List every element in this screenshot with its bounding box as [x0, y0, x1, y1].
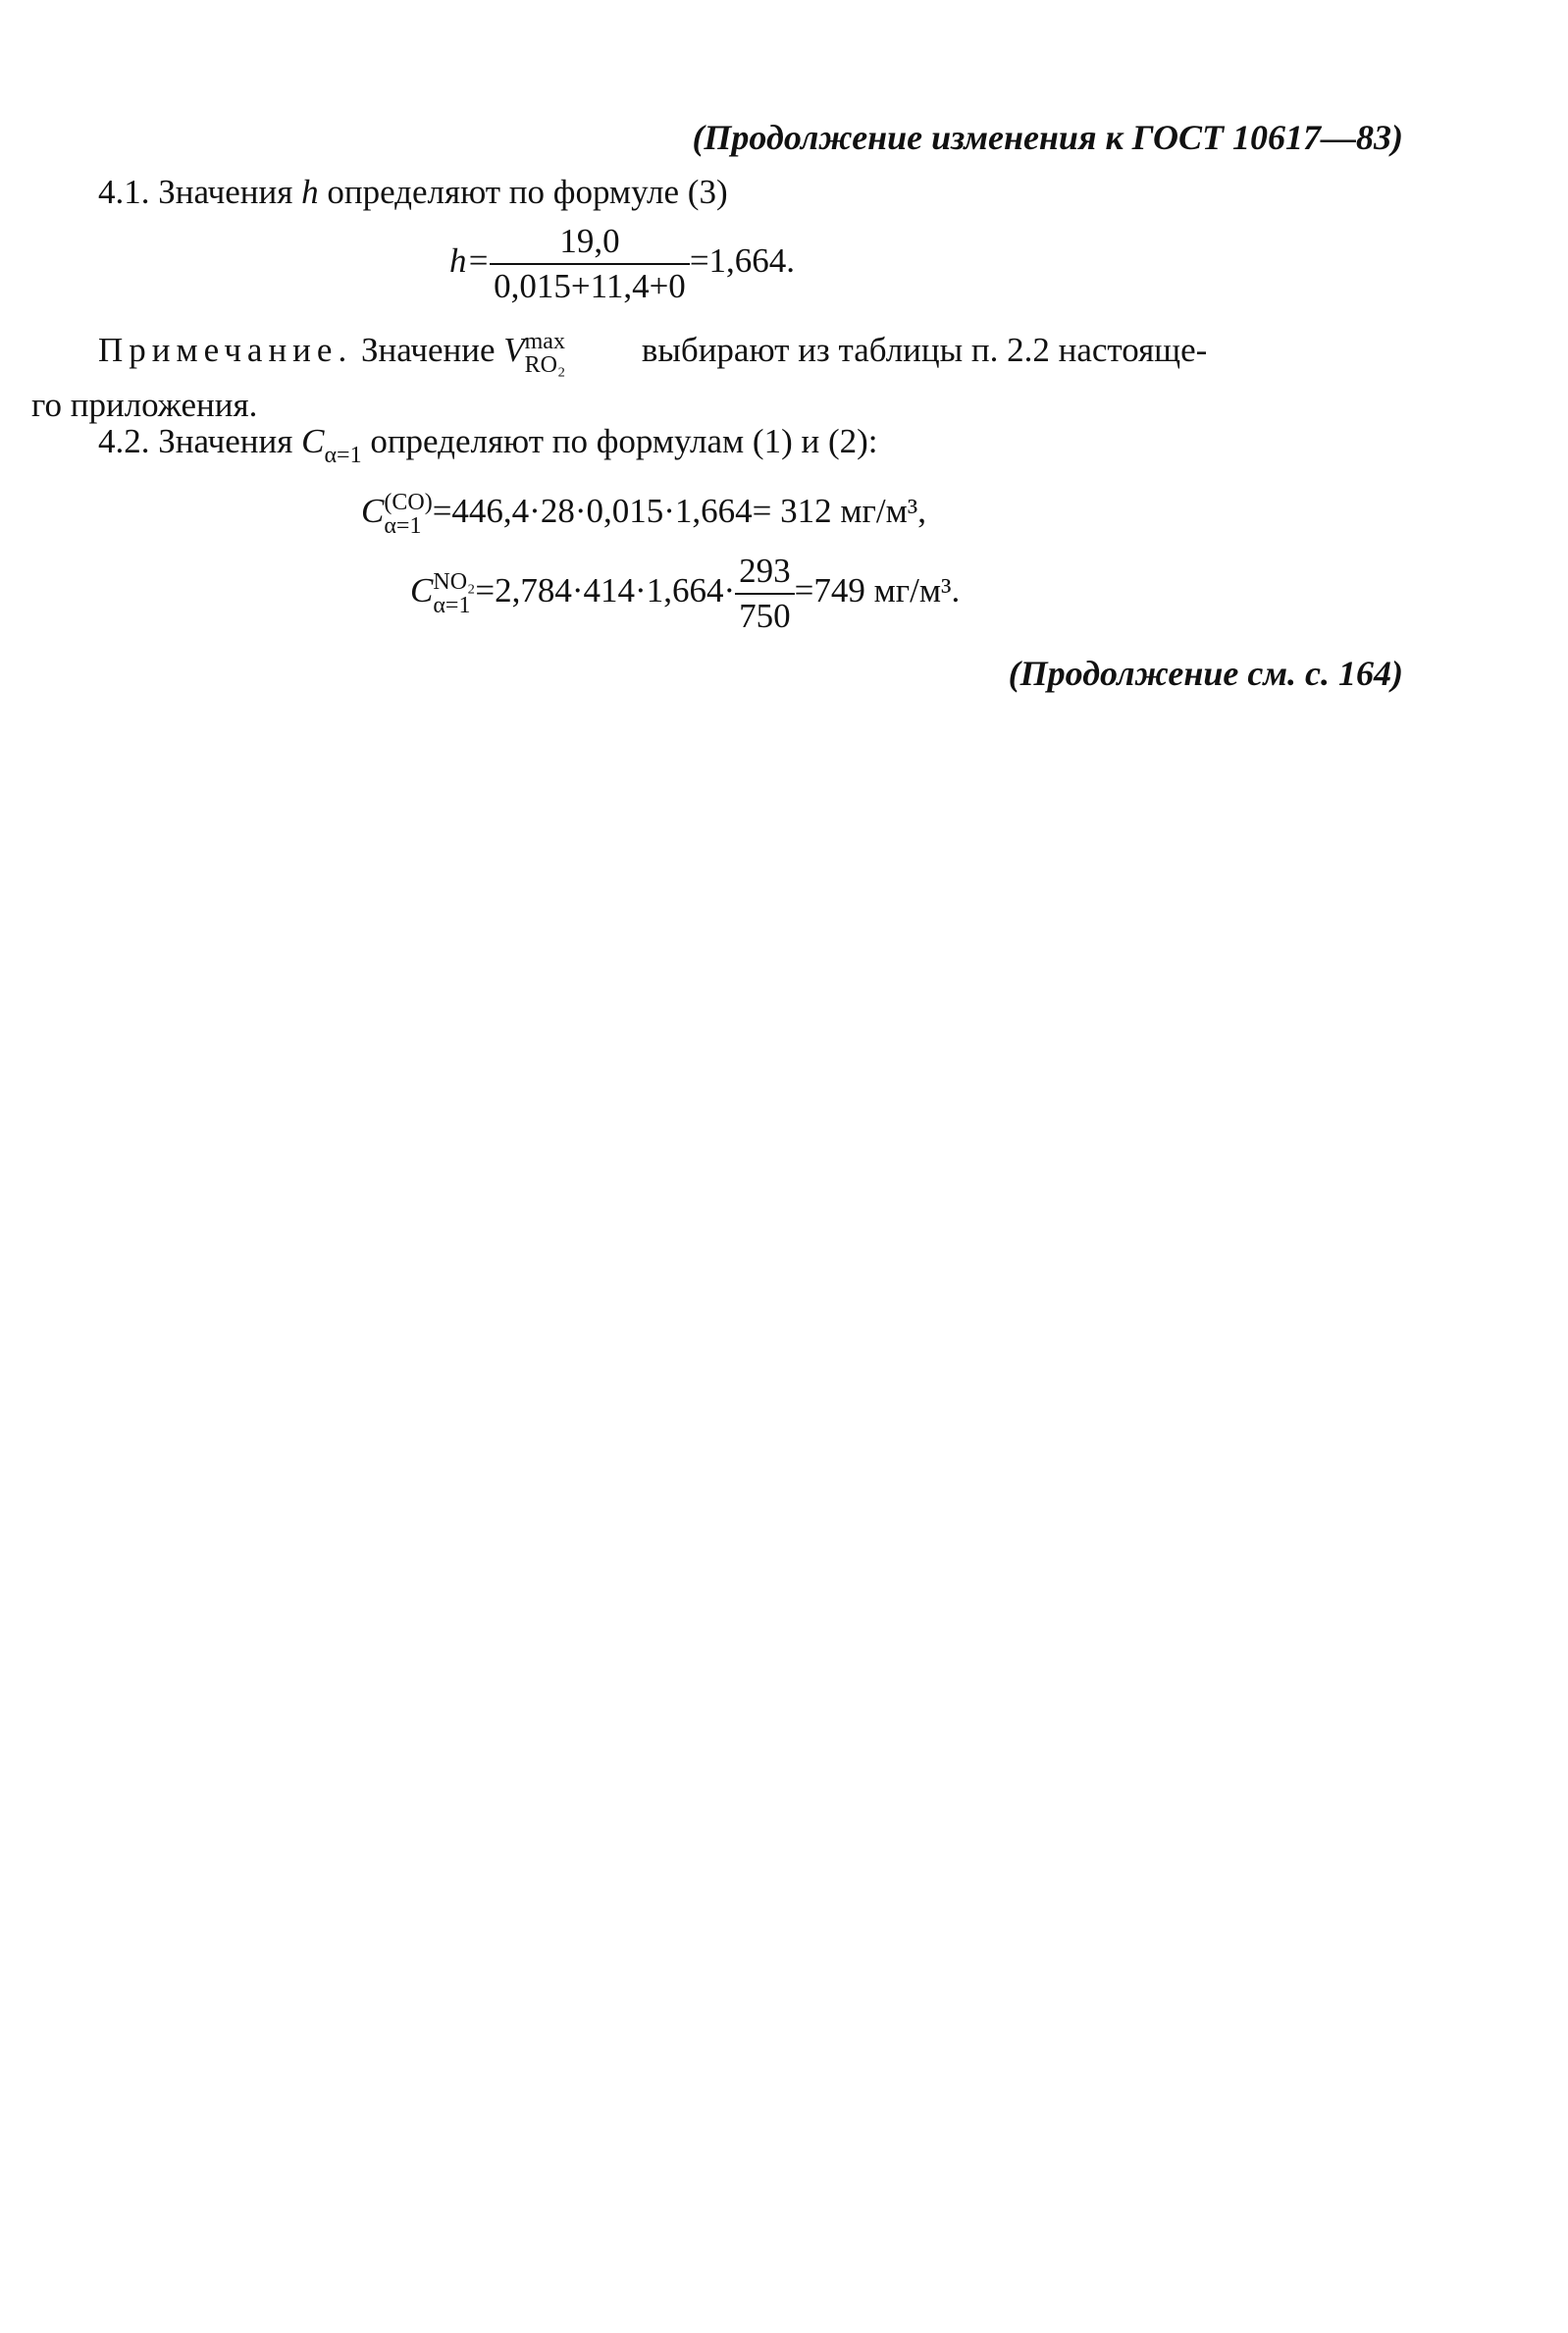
note-text: Значение: [360, 331, 496, 370]
paragraph-text: Значения: [158, 422, 293, 460]
paragraph-4-1: [98, 175, 728, 209]
variable-h: h: [301, 173, 319, 211]
c-subscript: α=1: [324, 443, 362, 468]
formula-expression: =2,784·414·1,664·: [475, 571, 736, 610]
paragraph-text: Значения: [158, 173, 293, 211]
co-subscript: α=1: [384, 513, 422, 539]
formula-result: =1,664.: [689, 241, 796, 281]
paragraph-number: 4.1.: [98, 173, 150, 211]
v-subscript: RO₂: [524, 352, 566, 378]
paragraph-number: 4.2.: [98, 422, 150, 460]
v-superscript: max: [524, 329, 565, 354]
no2-superscript: NO₂: [433, 569, 476, 595]
paragraph-text: определяют по формуле (3): [327, 173, 728, 211]
paragraph-text: определяют по формулам (1) и (2):: [370, 422, 878, 460]
v-indices: [525, 330, 566, 377]
fraction: [490, 222, 690, 306]
continuation-title: (Продолжение изменения к ГОСТ 10617—83): [692, 118, 1403, 157]
fraction-denominator: 750: [735, 593, 795, 636]
formula-lhs: h=: [449, 241, 491, 281]
no2-subscript: α=1: [433, 593, 471, 618]
fraction-numerator: 19,0: [559, 222, 620, 260]
fraction-denominator: 0,015+11,4+0: [490, 263, 690, 306]
variable-c: C: [410, 571, 434, 610]
fraction: [735, 552, 795, 636]
continuation-reference: (Продолжение см. с. 164): [1008, 654, 1403, 693]
formula-co: [361, 491, 926, 538]
variable-v: V: [503, 331, 525, 370]
note-text: выбирают из таблицы п. 2.2 настояще-: [641, 331, 1208, 370]
note-continuation: го приложения.: [31, 386, 258, 424]
formula-no2: [410, 552, 960, 636]
note-label: Примечание.: [98, 331, 353, 370]
formula-expression: =446,4·28·0,015·1,664= 312 мг/м³,: [432, 492, 927, 531]
variable-c: C: [301, 422, 325, 460]
note: [98, 330, 1207, 377]
formula-result: =749 мг/м³.: [794, 571, 961, 610]
paragraph-4-2: [98, 424, 877, 467]
co-superscript: (CO): [384, 490, 433, 515]
no2-indices: [433, 570, 475, 617]
fraction-numerator: 293: [739, 552, 791, 590]
variable-c: C: [361, 492, 385, 531]
formula-h: [449, 222, 795, 306]
co-indices: [384, 491, 432, 538]
